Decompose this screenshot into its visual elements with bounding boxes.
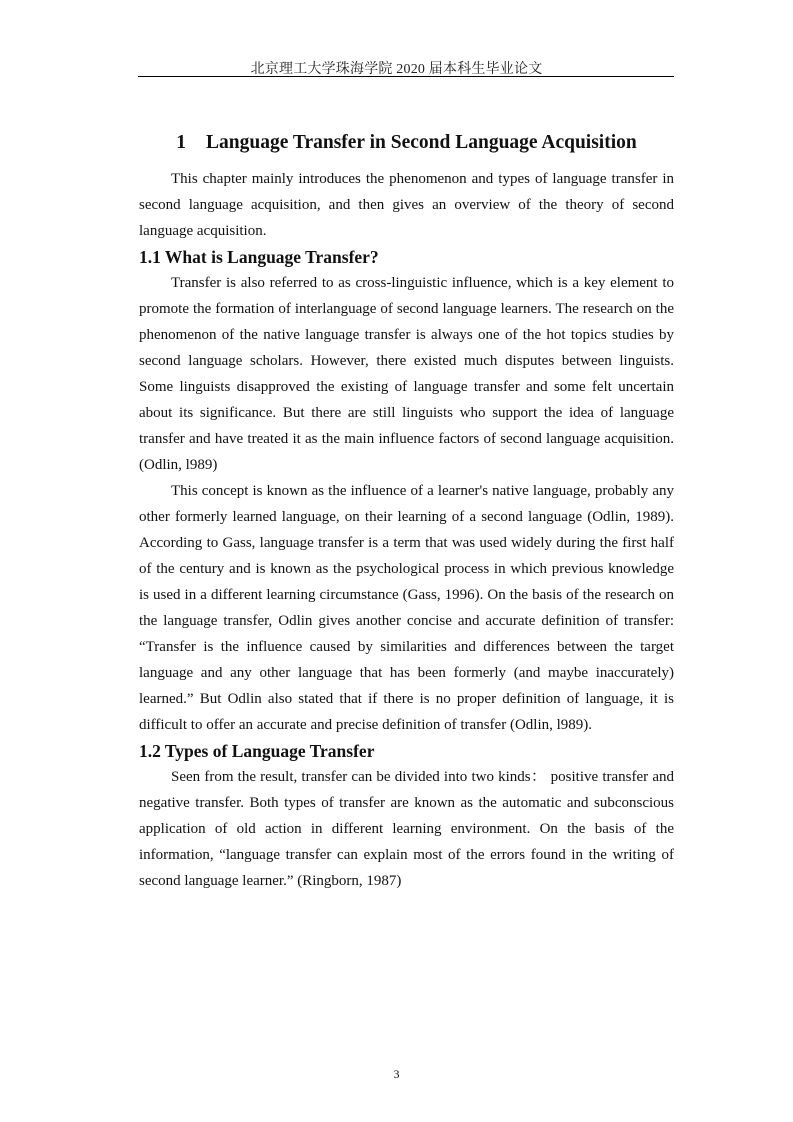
section-1-1-paragraph-1: Transfer is also referred to as cross-linguistic influence, which is a key element to promote the formation of interlanguage of second language learners. The research on the phenomenon of the native language transfer is always one of the hot topics studies by second language scholars. However, there existed much disputes between linguists. Some linguists disapproved the existing of language transfer and some felt uncertain about its significance. But there are still linguists who support the idea of language transfer and have treated it as the main influence factors of second language acquisition. (Odlin, l989): [139, 275, 674, 473]
page-number: 3: [393, 1067, 400, 1081]
section-1-2-paragraph-1: Seen from the result, transfer can be divided into two kinds： positive transfer and negative transfer. Both types of transfer are known as the automatic and subconscious application of old action in different learning environment. On the basis of the information, “language transfer can explain most of the errors found in the writing of second language learner.” (Ringborn, 1987): [139, 769, 674, 889]
chapter-intro-paragraph: This chapter mainly introduces the phenomenon and types of language transfer in second language acquisition, and then gives an overview of the theory of second language acquisition.: [139, 171, 674, 239]
chapter-title: [139, 128, 674, 158]
header-divider: [138, 76, 674, 77]
chapter-title-text: Language Transfer in Second Language Acquisition: [206, 132, 637, 153]
section-1-1-paragraph-2: This concept is known as the influence of a learner's native language, probably any other formerly learned language, on their learning of a second language (Odlin, 1989). According to Gass, language transfer is a term that was used widely during the first half of the century and is known as the psychological process in which previous knowledge is used in a different learning circumstance (Gass, 1996). On the basis of the research on the language transfer, Odlin gives another concise and accurate definition of transfer: “Transfer is the influence caused by similarities and differences between the target language and any other language that has been formerly (and maybe inaccurately) learned.” But Odlin also stated that if there is no proper definition of language, it is difficult to offer an accurate and precise definition of transfer (Odlin, l989).: [139, 483, 674, 733]
section-1-2-title: 1.2 Types of Language Transfer: [139, 741, 375, 761]
header-text: 北京理工大学珠海学院 2020 届本科生毕业论文: [250, 62, 543, 77]
chapter-number: 1: [176, 132, 187, 153]
page-body: [139, 128, 674, 894]
section-1-1-title: 1.1 What is Language Transfer?: [139, 247, 379, 267]
